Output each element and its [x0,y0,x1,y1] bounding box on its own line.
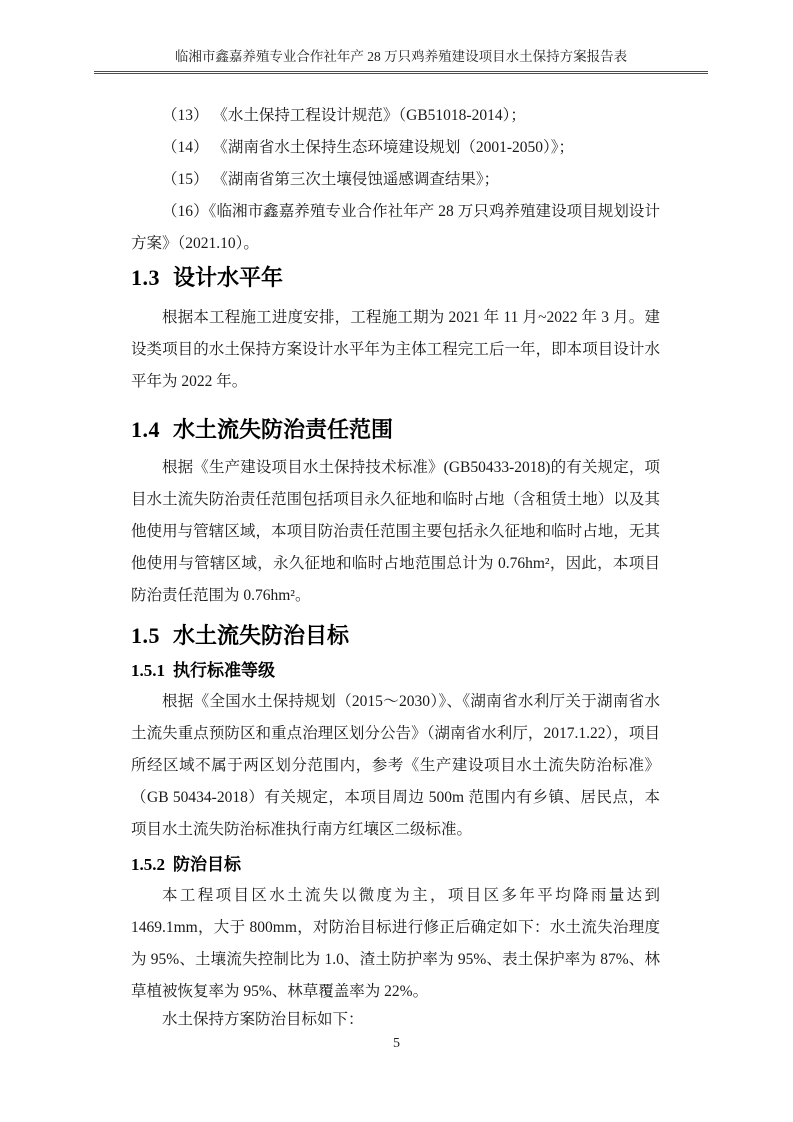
reference-list [131,100,660,260]
subsection-title: 执行标准等级 [173,661,275,680]
section-1-5-2-closing-line: 水土保持方案防治目标如下： [162,1011,364,1028]
section-heading-1-5 [131,620,660,652]
subsection-number: 1.5.2 [131,855,165,874]
section-1-5-2-paragraph: 本工程项目区水土流失以微度为主，项目区多年平均降雨量达到 1469.1mm，大于 800mm，对防治目标进行修正后确定如下：水土流失治理度为 95%、土壤流失控制比为 1.0、渣土防护率为 95%、表土保护率为 87%、林草植被恢复率为 95%、林草覆盖率为 22%。 [131,887,660,1000]
document-body [131,85,660,1036]
section-heading-1-4 [131,414,660,446]
section-number: 1.4 [131,417,160,442]
subsection-number: 1.5.1 [131,661,165,680]
page-number-value: 5 [393,1036,400,1051]
section-1-5-1-paragraph: 根据《全国水土保持规划（2015～2030）》、《湖南省水利厅关于湖南省水土流失重点预防区和重点治理区划分公告》（湖南省水利厅，2017.1.22），项目所经区域不属于两区划分范围内，参考《生产建设项目水土流失防治标准》（GB 50434-2018）有关规定，本项目周边 500m 范围内有乡镇、居民点，本项目水土流失防治标准执行南方红壤区二级标准。 [131,693,660,838]
reference-item-16: （16）《临湘市鑫嘉养殖专业合作社年产 28 万只鸡养殖建设项目规划设计方案》（2021.10）。 [131,203,660,252]
section-title: 水土流失防治目标 [173,623,350,648]
section-1-4-paragraph: 根据《生产建设项目水土保持技术标准》(GB50433-2018)的有关规定，项目水土流失防治责任范围包括项目永久征地和临时占地（含租赁土地）以及其他使用与管辖区域，本项目防治责任范围主要包括永久征地和临时占地，无其他使用与管辖区域，永久征地和临时占地范围总计为 0.76hm²，因此，本项目防治责任范围为 0.76hm²。 [131,459,660,604]
section-title: 水土流失防治责任范围 [173,417,394,442]
subsection-title: 防治目标 [173,855,241,874]
reference-item-15: （15） 《湖南省第三次土壤侵蚀遥感调查结果》； [162,171,500,188]
page-number [0,1036,793,1052]
section-heading-1-3 [131,262,660,294]
section-title: 设计水平年 [173,265,284,290]
section-number: 1.3 [131,265,160,290]
subsection-heading-1-5-1 [131,656,660,686]
running-header [94,0,708,74]
section-1-3-paragraph: 根据本工程施工进度安排，工程施工期为 2021 年 11 月~2022 年 3 月。建设类项目的水土保持方案设计水平年为主体工程完工后一年，即本项目设计水平年为 2022 年。 [131,309,660,390]
running-header-title: 临湘市鑫嘉养殖专业合作社年产 28 万只鸡养殖建设项目水土保持方案报告表 [174,49,628,64]
reference-item-14: （14） 《湖南省水土保持生态环境建设规划（2001-2050）》； [162,139,575,156]
reference-item-13: （13） 《水土保持工程设计规范》（GB51018-2014）； [162,107,526,124]
subsection-heading-1-5-2 [131,850,660,880]
section-number: 1.5 [131,623,160,648]
